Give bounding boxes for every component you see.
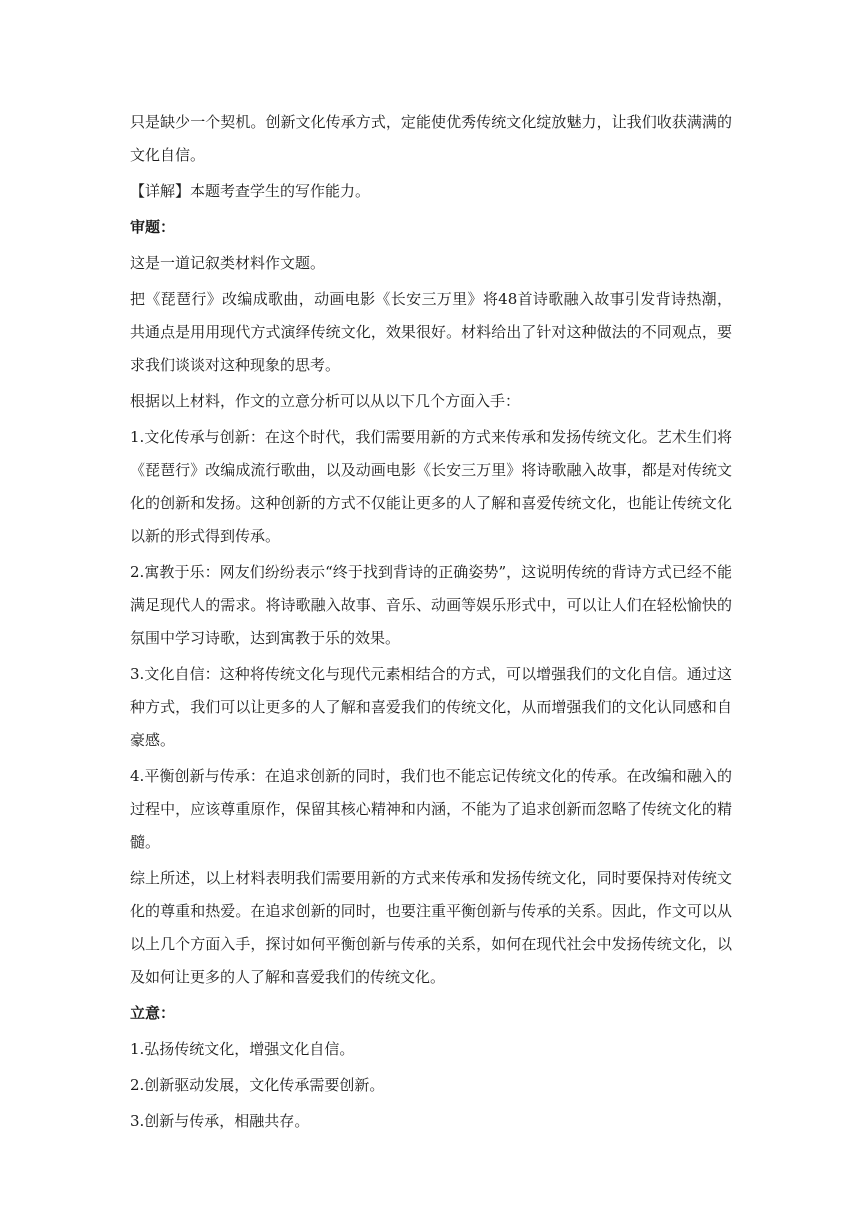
paragraph-explanation-intro: 【详解】本题考查学生的写作能力。 xyxy=(130,182,371,200)
paragraph-summary: 综上所述，以上材料表明我们需要用新的方式来传承和发扬传统文化，同时要保持对传统文化的尊重和热爱。在追求创新的同时，也要注重平衡创新与传承的关系。因此，作文可以从以上几个方面入手，探讨如何平衡创新与传承的关系，如何在现代社会中发扬传统文化，以及如何让更多的人了解和喜爱我们的传统文化。 xyxy=(130,869,732,986)
document-page xyxy=(130,106,732,1141)
paragraph-question-type: 这是一道记叙类材料作文题。 xyxy=(130,254,326,272)
paragraph-point-4: 4.平衡创新与传承：在追求创新的同时，我们也不能忘记传统文化的传承。在改编和融入的过程中，应该尊重原作，保留其核心精神和内涵，不能为了追求创新而忽略了传统文化的精髓。 xyxy=(130,767,732,851)
paragraph-point-2: 2.寓教于乐：网友们纷纷表示“终于找到背诗的正确姿势”，这说明传统的背诗方式已经不能满足现代人的需求。将诗歌融入故事、音乐、动画等娱乐形式中，可以让人们在轻松愉快的氛围中学习诗歌，达到寓教于乐的效果。 xyxy=(130,563,732,647)
paragraph-material-summary: 把《琵琶行》改编成歌曲，动画电影《长安三万里》将48首诗歌融入故事引发背诗热潮，共通点是用用现代方式演绎传统文化，效果很好。材料给出了针对这种做法的不同观点，要求我们谈谈对这种现象的思考。 xyxy=(130,290,732,374)
heading-shenti: 审题： xyxy=(130,218,176,236)
paragraph-theme-2: 2.创新驱动发展，文化传承需要创新。 xyxy=(130,1076,385,1094)
paragraph-conclusion-fragment: 只是缺少一个契机。创新文化传承方式，定能使优秀传统文化绽放魅力，让我们收获满满的文化自信。 xyxy=(130,113,732,164)
paragraph-point-3: 3.文化自信：这种将传统文化与现代元素相结合的方式，可以增强我们的文化自信。通过这种方式，我们可以让更多的人了解和喜爱我们的传统文化，从而增强我们的文化认同感和自豪感。 xyxy=(130,665,732,749)
paragraph-theme-1: 1.弘扬传统文化，增强文化自信。 xyxy=(130,1040,355,1058)
heading-liyi: 立意： xyxy=(130,1004,176,1022)
paragraph-point-1: 1.文化传承与创新：在这个时代，我们需要用新的方式来传承和发扬传统文化。艺术生们将《琵琶行》改编成流行歌曲，以及动画电影《长安三万里》将诗歌融入故事，都是对传统文化的创新和发扬。这种创新的方式不仅能让更多的人了解和喜爱传统文化，也能让传统文化以新的形式得到传承。 xyxy=(130,428,732,545)
paragraph-analysis-intro: 根据以上材料，作文的立意分析可以从以下几个方面入手： xyxy=(130,392,521,410)
paragraph-theme-3: 3.创新与传承，相融共存。 xyxy=(130,1112,310,1130)
